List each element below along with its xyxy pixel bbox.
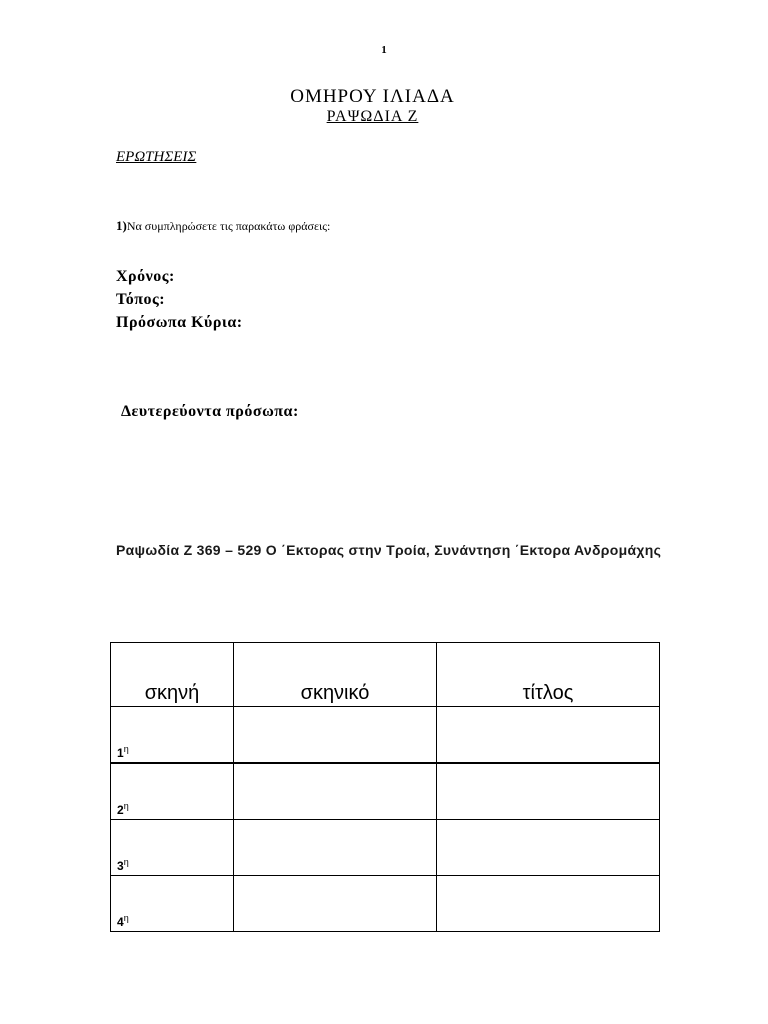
scene-setting-cell[interactable] <box>234 820 437 876</box>
scene-setting-cell[interactable] <box>234 707 437 764</box>
scene-number-cell: $3^\eta$ <box>111 820 234 876</box>
table-row <box>111 707 660 764</box>
document-subtitle: ΡΑΨΩΔΙΑ Ζ <box>326 108 419 125</box>
table-row <box>111 876 660 932</box>
table-header-row <box>111 643 660 707</box>
scene-title-cell[interactable] <box>437 763 660 820</box>
instruction <box>116 218 330 234</box>
field-main-persons-label: Πρόσωπα Κύρια: <box>116 314 243 331</box>
scene-setting-cell[interactable] <box>234 763 437 820</box>
instruction-text: Να συμπληρώσετε τις παρακάτω φράσεις: <box>126 219 331 233</box>
field-time-label: Χρόνος: <box>116 268 175 285</box>
instruction-number: 1) <box>116 218 127 233</box>
section-heading: Ραψωδία Ζ 369 – 529 Ο ΄Εκτορας στην Τροία, Συνάντηση ΄Εκτορα Ανδρομάχης <box>116 542 662 558</box>
scene-title-cell[interactable] <box>437 820 660 876</box>
column-header-title: τίτλος <box>437 643 660 707</box>
questions-heading: ΕΡΩΤΗΣΕΙΣ <box>116 149 197 165</box>
table-row <box>111 820 660 876</box>
scene-title-cell[interactable] <box>437 876 660 932</box>
field-place-label: Τόπος: <box>116 291 166 308</box>
scene-setting-cell[interactable] <box>234 876 437 932</box>
column-header-scene: σκηνή <box>111 643 234 707</box>
scene-number-cell: $2^\eta$ <box>111 763 234 820</box>
field-secondary-persons-label: Δευτερεύοντα πρόσωπα: <box>121 403 299 420</box>
scenes-table <box>110 642 660 932</box>
page-number: 1 <box>381 44 387 56</box>
column-header-setting: σκηνικό <box>234 643 437 707</box>
scene-number-cell: $1^\eta$ <box>111 707 234 764</box>
table-row <box>111 763 660 820</box>
scene-number-cell: $4^\eta$ <box>111 876 234 932</box>
scene-title-cell[interactable] <box>437 707 660 764</box>
document-title: ΟΜΗΡΟΥ ΙΛΙΑΔΑ <box>290 86 455 107</box>
